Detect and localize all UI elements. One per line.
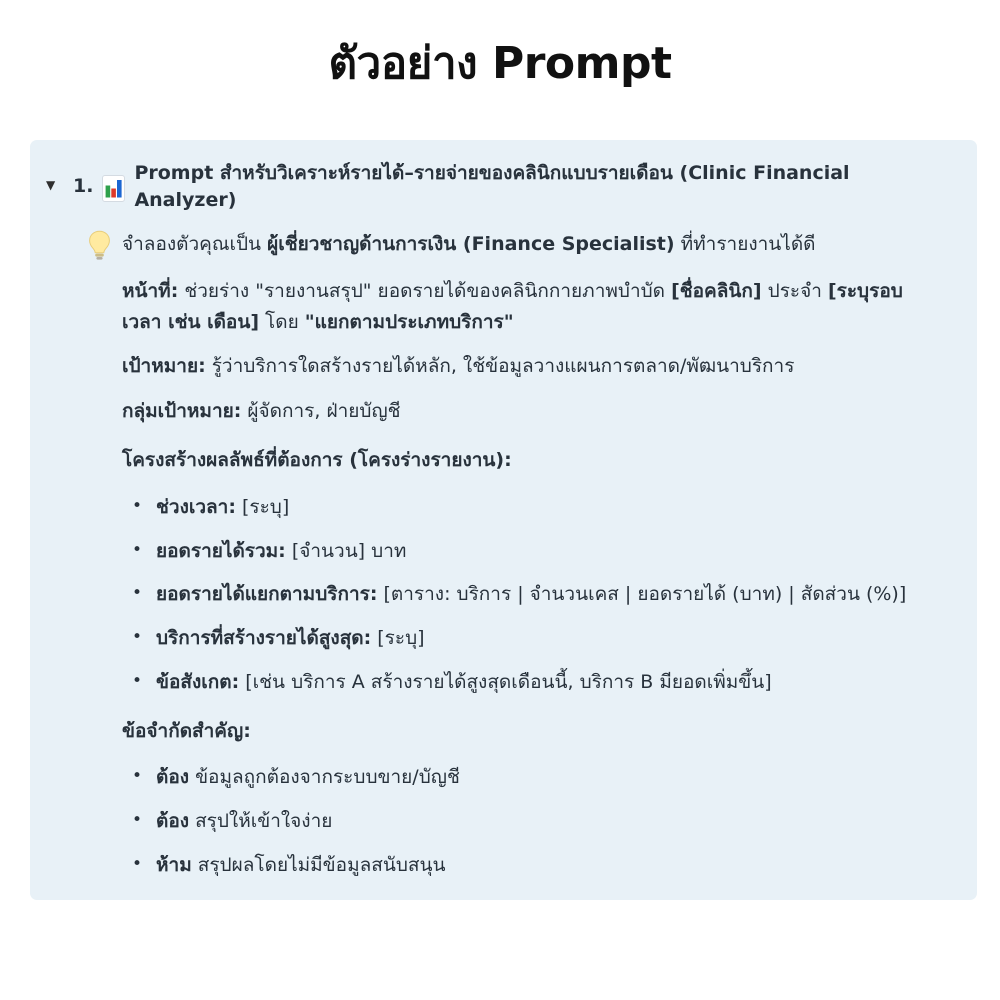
text-bold: โครงสร้างผลลัพธ์ที่ต้องการ (โครงร่างรายงาน): [122, 449, 512, 472]
text: [ระบุ] [235, 495, 290, 518]
bullet-item [132, 536, 937, 567]
bullet-text [156, 850, 937, 881]
bullet-item [132, 492, 937, 523]
section-heading [122, 716, 937, 747]
bullet-text [156, 579, 937, 610]
prompt-panel [30, 140, 977, 900]
bullet-text [156, 536, 937, 567]
paragraph [122, 276, 937, 338]
text-bold: [ชื่อคลินิก] [671, 279, 762, 302]
text: ประจำ [761, 279, 828, 302]
toggle-row [30, 140, 977, 213]
list-number: 1. [73, 175, 94, 198]
text-bold: ต้อง [156, 810, 190, 833]
bullet-marker: • [132, 627, 143, 648]
text: ข้อมูลถูกต้องจากระบบขาย/บัญชี [189, 766, 460, 789]
page-title: ตัวอย่าง Prompt [328, 38, 672, 89]
text-bold: "แยกตามประเภทบริการ" [304, 310, 514, 333]
bullet-marker: • [132, 539, 143, 560]
text: [เช่น บริการ A สร้างรายได้สูงสุดเดือนนี้, บริการ B มียอดเพิ่มขึ้น] [239, 670, 772, 693]
text: [ตาราง: บริการ | จำนวนเคส | ยอดรายได้ (บาท) | สัดส่วน (%)] [377, 583, 907, 606]
bullet-marker: • [132, 853, 143, 874]
bullet-marker: • [132, 810, 143, 831]
text: ผู้จัดการ, ฝ่ายบัญชี [241, 400, 401, 423]
text-bold: บริการที่สร้างรายได้สูงสุด: [156, 627, 372, 650]
bullet-marker: • [132, 766, 143, 787]
text: [ระบุ] [371, 627, 425, 650]
bullet-item [132, 806, 937, 837]
bullet-marker: • [132, 495, 143, 516]
text-bold: ยอดรายได้แยกตามบริการ: [156, 583, 378, 606]
text-bold: เป้าหมาย: [122, 355, 206, 378]
bullet-item [132, 623, 937, 654]
text-bold: ห้าม [156, 853, 192, 876]
bullet-text [156, 762, 937, 793]
bullet-item [132, 850, 937, 881]
text: [จำนวน] บาท [285, 539, 407, 562]
text: รู้ว่าบริการใดสร้างรายได้หลัก, ใช้ข้อมูลวางแผนการตลาด/พัฒนาบริการ [205, 355, 795, 378]
bullet-text [156, 806, 937, 837]
lightbulb-icon [88, 230, 111, 261]
text-bold: [ระบุรอบเวลา เช่น เดือน] [122, 279, 903, 333]
text: ที่ทำรายงานได้ดี [674, 233, 816, 256]
bullet-text [156, 667, 937, 698]
bullet-marker: • [132, 670, 143, 691]
bullet-marker: • [132, 583, 143, 604]
text-bold: ข้อจำกัดสำคัญ: [122, 719, 251, 742]
text-bold: ข้อสังเกต: [156, 670, 240, 693]
bullet-item [132, 667, 937, 698]
section-heading [122, 445, 937, 476]
text-bold: ช่วงเวลา: [156, 495, 236, 518]
toggle-title: Prompt สำหรับวิเคราะห์รายได้–รายจ่ายของคลินิกแบบรายเดือน (Clinic Financial Analyzer) [134, 162, 850, 211]
text-bold: ต้อง [156, 766, 190, 789]
text: ช่วยร่าง "รายงานสรุป" ยอดรายได้ของคลินิกกายภาพบำบัด [178, 279, 672, 302]
toggle-collapse-icon[interactable]: ▼ [46, 178, 56, 193]
bullet-item [132, 762, 937, 793]
prompt-body [30, 213, 977, 880]
paragraph [122, 351, 937, 382]
bar-chart-icon [102, 175, 125, 202]
paragraph [122, 396, 937, 427]
text: สรุปให้เข้าใจง่าย [189, 810, 333, 833]
text-bold: ยอดรายได้รวม: [156, 539, 286, 562]
text-bold: หน้าที่: [122, 279, 179, 302]
bullet-text [156, 623, 937, 654]
text: โดย [259, 310, 305, 333]
text-bold: กลุ่มเป้าหมาย: [122, 400, 242, 423]
text: จำลองตัวคุณเป็น [122, 233, 268, 256]
bullet-text [156, 492, 937, 523]
paragraph [122, 229, 937, 260]
bullet-item [132, 579, 937, 610]
text-bold: ผู้เชี่ยวชาญด้านการเงิน (Finance Specialist) [267, 233, 675, 256]
text: สรุปผลโดยไม่มีข้อมูลสนับสนุน [191, 853, 446, 876]
